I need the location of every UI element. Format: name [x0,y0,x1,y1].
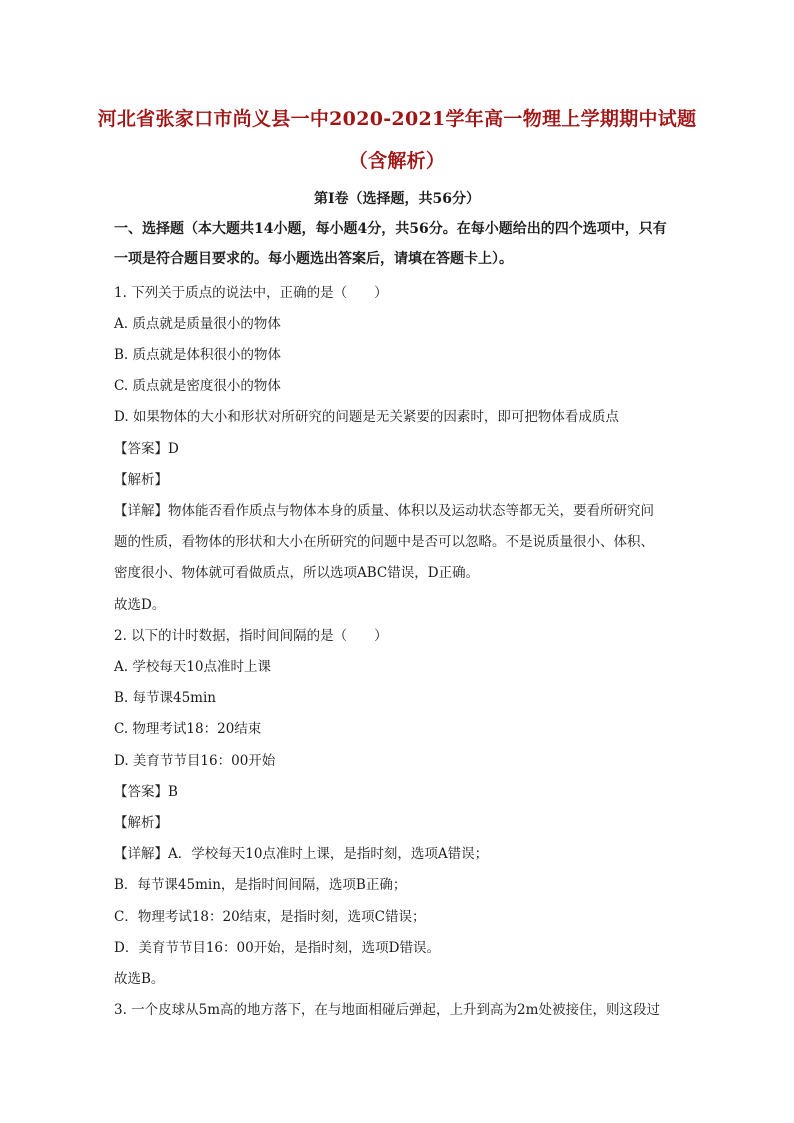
q1-detail-line-2: 题的性质，看物体的形状和大小在所研究的问题中是否可以忽略。不是说质量很小、体积、 [114,534,654,550]
q2-detail-line-1: 【详解】A．学校每天10点准时上课，是指时刻，选项A错误； [114,846,489,862]
q2-detail-line-2: B．每节课45min，是指时间间隔，选项B正确； [114,877,407,893]
q2-option-b: B. 每节课45min [114,690,216,706]
q1-option-c: C. 质点就是密度很小的物体 [114,378,281,394]
document-title: 河北省张家口市尚义县一中2020-2021学年高一物理上学期期中试题 [97,108,697,130]
q2-answer: 【答案】B [114,784,178,800]
q1-detail-line-1: 【详解】物体能否看作质点与物体本身的质量、体积以及运动状态等都无关，要看所研究问 [114,503,654,519]
q1-conclusion: 故选D。 [114,597,166,613]
document-subtitle: （含解析） [348,150,446,172]
q2-detail-line-3: C．物理考试18：20结束，是指时刻，选项C错误； [114,909,426,925]
q1-stem: 1. 下列关于质点的说法中，正确的是（ ） [114,285,388,301]
q1-option-d: D. 如果物体的大小和形状对所研究的问题是无关紧要的因素时，即可把物体看成质点 [114,409,619,425]
q1-option-b: B. 质点就是体积很小的物体 [114,347,282,363]
volume-header: 第I卷（选择题，共56分） [313,191,481,207]
section-instruction-line-2: 一项是符合题目要求的。每小题选出答案后，请填在答题卡上）。 [114,251,513,267]
q1-detail-line-3: 密度很小、物体就可看做质点，所以选项ABC错误，D正确。 [114,565,480,581]
section-instruction-line-1: 一、选择题（本大题共14小题，每小题4分，共56分。在每小题给出的四个选项中，只有 [114,221,667,237]
q1-option-a: A. 质点就是质量很小的物体 [114,316,281,332]
q1-answer: 【答案】D [114,441,179,457]
q2-option-a: A. 学校每天10点准时上课 [114,659,272,675]
q2-detail-line-4: D．美育节节目16：00开始，是指时刻，选项D错误。 [114,940,441,956]
q2-analysis-label: 【解析】 [114,815,168,831]
q2-option-d: D. 美育节节目16：00开始 [114,753,276,769]
q2-option-c: C. 物理考试18：20结束 [114,721,262,737]
q1-analysis-label: 【解析】 [114,472,168,488]
q2-stem: 2. 以下的计时数据，指时间间隔的是（ ） [114,628,388,644]
q3-stem: 3. 一个皮球从5m高的地方落下，在与地面相碰后弹起，上升到高为2m处被接住，则这段过 [114,1002,660,1018]
q2-conclusion: 故选B。 [114,971,165,987]
